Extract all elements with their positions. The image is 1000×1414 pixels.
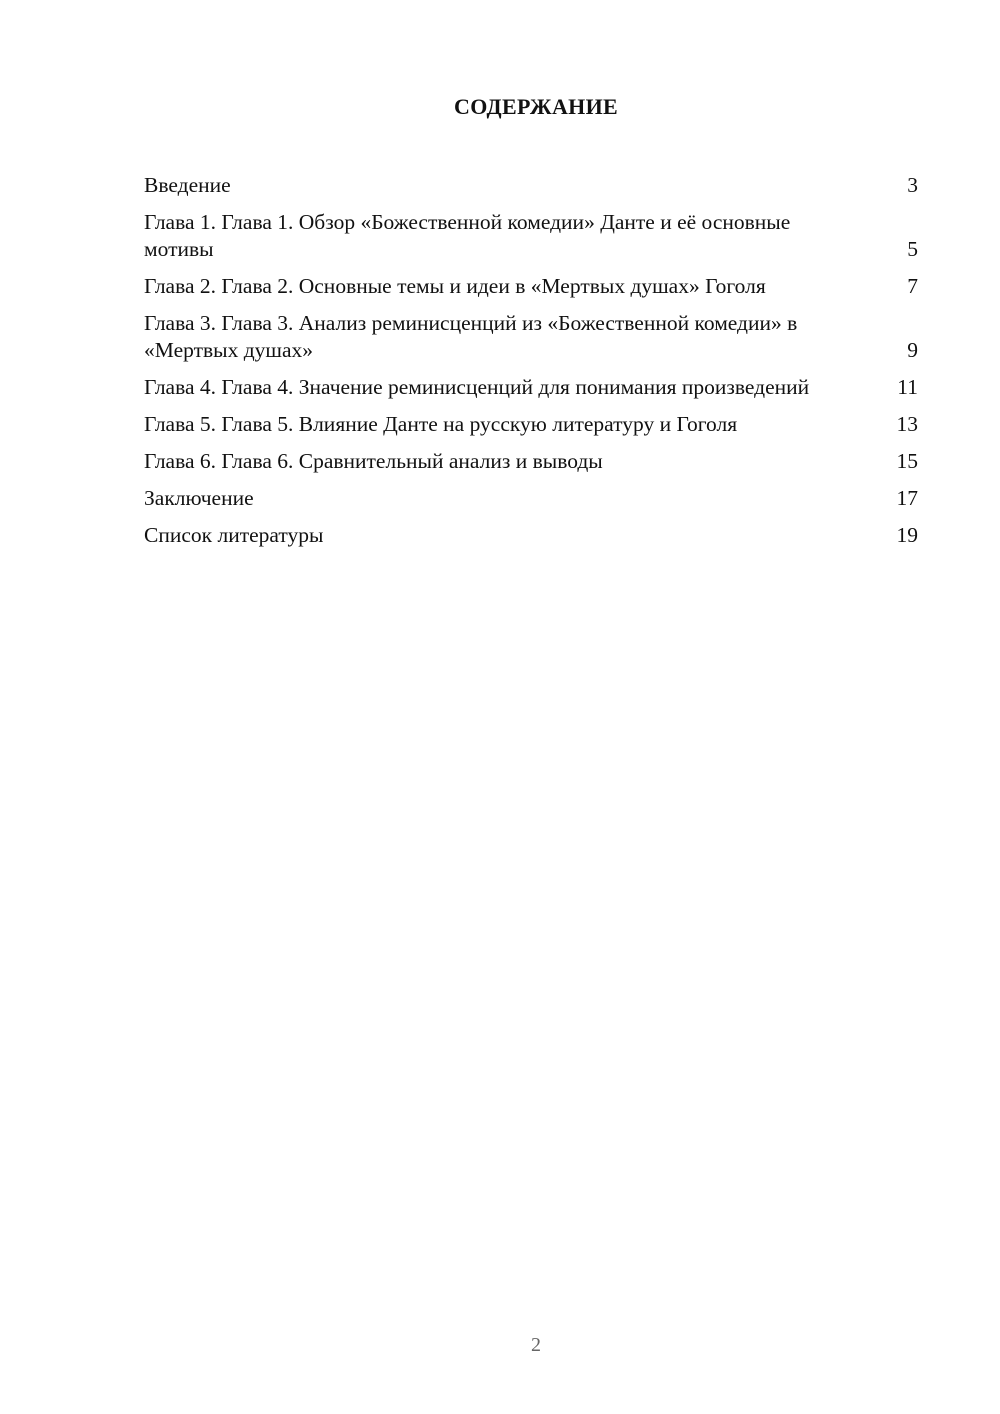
toc-entry-page: 7: [907, 274, 918, 298]
toc-entry-text: Глава 1. Глава 1. Обзор «Божественной комедии» Данте и её основные мотивы: [144, 210, 791, 261]
toc-entry-bibliography: [144, 522, 918, 549]
toc-entry-introduction: [144, 172, 918, 199]
toc-entry-conclusion: [144, 485, 918, 512]
toc-title: СОДЕРЖАНИЕ: [454, 94, 618, 119]
toc-entry-page: 15: [896, 449, 918, 473]
toc-entry-page: 9: [907, 338, 918, 362]
toc-entry-page: 5: [907, 237, 918, 261]
toc-entry-page: 3: [907, 173, 918, 197]
toc-entry-page: 19: [896, 523, 918, 547]
toc-entry-page: 13: [896, 412, 918, 436]
toc-entry-text: Глава 3. Глава 3. Анализ реминисценций из «Божественной комедии» в «Мертвых душах»: [144, 311, 798, 362]
toc-entry-page: 11: [897, 375, 918, 399]
toc-entry-text: Заключение: [144, 486, 254, 510]
toc-entry-chapter-1: [144, 209, 918, 263]
toc-entry-chapter-4: [144, 374, 918, 401]
toc-entry-page: 17: [896, 486, 918, 510]
toc-entry-text: Глава 4. Глава 4. Значение реминисценций для понимания произведений: [144, 375, 810, 399]
toc-entry-chapter-5: [144, 411, 918, 438]
toc-entry-text: Глава 5. Глава 5. Влияние Данте на русскую литературу и Гоголя: [144, 412, 738, 436]
toc-entry-text: Глава 6. Глава 6. Сравнительный анализ и выводы: [144, 449, 603, 473]
toc-entry-chapter-2: [144, 273, 918, 300]
toc-entry-text: Список литературы: [144, 523, 324, 547]
page-number: 2: [531, 1334, 541, 1356]
toc-entry-chapter-3: [144, 310, 918, 364]
toc-entry-chapter-6: [144, 448, 918, 475]
table-of-contents: [144, 172, 918, 559]
toc-entry-text: Глава 2. Глава 2. Основные темы и идеи в «Мертвых душах» Гоголя: [144, 274, 766, 298]
toc-entry-text: Введение: [144, 173, 231, 197]
